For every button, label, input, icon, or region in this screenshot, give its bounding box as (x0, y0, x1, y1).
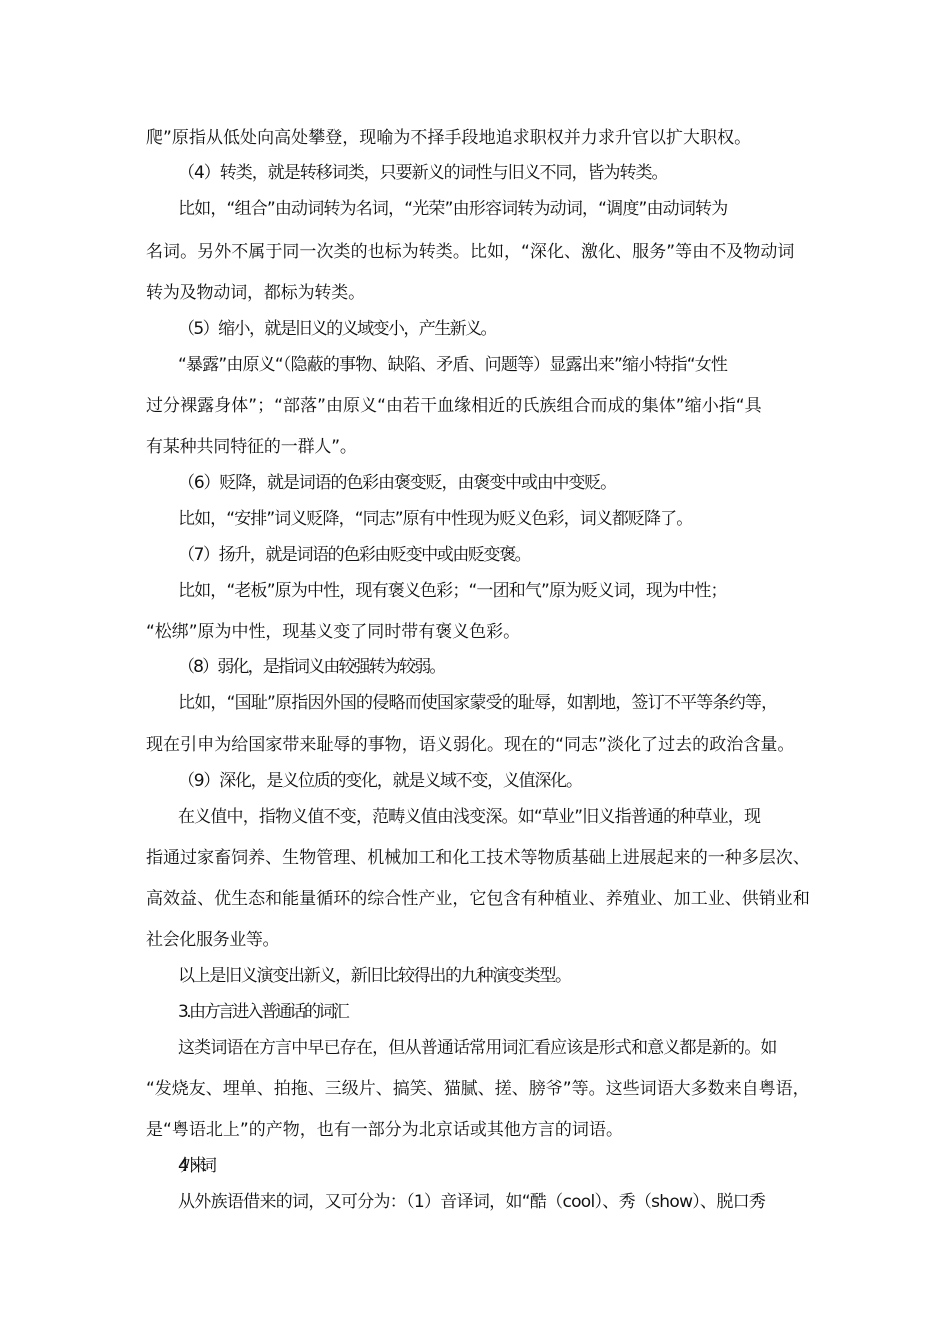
text-line: 比如，“老板”原为中性，现有褒义色彩；“一团和气”原为贬义词，现为中性； (178, 581, 727, 601)
text-line: （7）扬升，就是词语的色彩由贬变中或由贬变褒。 (178, 545, 531, 565)
text-line: 高效益、优生态和能量循环的综合性产业，它包含有种植业、养殖业、加工业、供销业和 (146, 889, 810, 909)
text-line: 现在引申为给国家带来耻辱的事物，语义弱化。现在的“同志”淡化了过去的政治含量。 (146, 735, 795, 755)
section-heading: 4.外来词 (178, 1156, 210, 1176)
text-line: 这类词语在方言中早已存在，但从普通话常用词汇看应该是形式和意义都是新的。如 (178, 1038, 777, 1058)
text-line: 比如，“安排”词义贬降，“同志”原有中性现为贬义色彩，词义都贬降了。 (178, 509, 693, 529)
text-line: 从外族语借来的词，又可分为：（1）音译词，如“酷（cool）、秀（show）、脱口秀 (178, 1192, 766, 1212)
section-heading: 3.由方言进入普通话的词汇 (178, 1002, 348, 1022)
text-line: 以上是旧义演变出新义，新旧比较得出的九种演变类型。 (178, 966, 571, 986)
text-line: 是“粤语北上”的产物，也有一部分为北京话或其他方言的词语。 (146, 1120, 623, 1140)
text-line: 比如，“国耻”原指因外国的侵略而使国家蒙受的耻辱，如割地，签订不平等条约等， (178, 693, 778, 713)
text-line: 爬”原指从低处向高处攀登，现喻为不择手段地追求职权并力求升官以扩大职权。 (146, 128, 752, 148)
text-line: 社会化服务业等。 (146, 930, 280, 950)
text-line: 比如，“组合”由动词转为名词，“光荣”由形容词转为动词，“调度”由动词转为 (178, 199, 728, 219)
text-line: （6）贬降，就是词语的色彩由褒变贬，由褒变中或由中变贬。 (178, 473, 617, 493)
text-line: 有某种共同特征的一群人”。 (146, 437, 357, 457)
text-line: 过分裸露身体”；“部落”由原义“由若干血缘相近的氏族组合而成的集体”缩小指“具 (146, 396, 762, 416)
text-line: （5）缩小，就是旧义的义域变小，产生新义。 (178, 319, 496, 339)
text-line: （8）弱化，是指词义由较强转为较弱。 (178, 657, 445, 677)
text-line: “发烧友、埋单、拍拖、三级片、搞笑、猫腻、搓、膀爷”等。这些词语大多数来自粤语， (146, 1079, 810, 1099)
text-line: 名词。另外不属于同一次类的也标为转类。比如，“深化、激化、服务”等由不及物动词 (146, 242, 795, 262)
text-line: （9）深化，是义位质的变化，就是义域不变，义值深化。 (178, 771, 582, 791)
text-line: （4）转类，就是转移词类，只要新义的词性与旧义不同，皆为转类。 (178, 163, 668, 183)
text-line: “暴露”由原义“（隐蔽的事物、缺陷、矛盾、问题等）显露出来”缩小特指“女性 (178, 355, 728, 375)
text-line: “松绑”原为中性，现基义变了同时带有褒义色彩。 (146, 622, 521, 642)
text-line: 转为及物动词，都标为转类。 (146, 283, 365, 303)
text-line: 在义值中，指物义值不变，范畴义值由浅变深。如“草业”旧义指普通的种草业，现 (178, 807, 761, 827)
text-line: 指通过家畜饲养、生物管理、机械加工和化工技术等物质基础上进展起来的一种多层次、 (146, 848, 810, 868)
